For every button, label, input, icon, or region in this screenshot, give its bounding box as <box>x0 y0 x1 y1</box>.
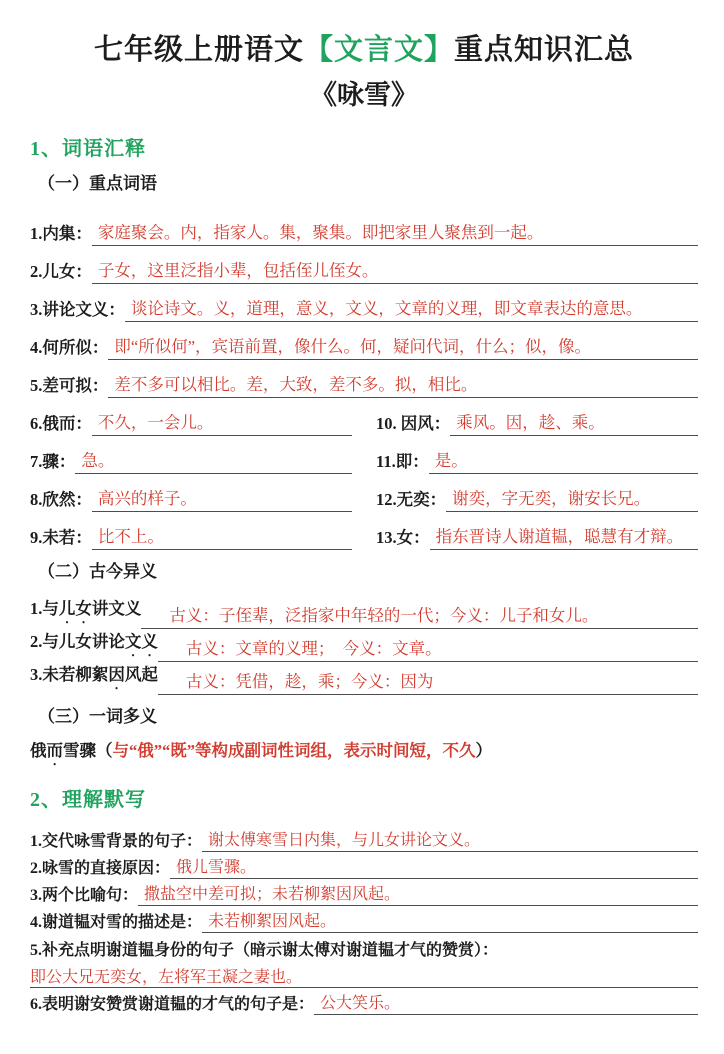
quote-answer: 撒盐空中差可拟；未若柳絮因风起。 <box>138 881 698 906</box>
vocab-answer: 即“所似何”，宾语前置，像什么。何，疑问代词，什么；似，像。 <box>108 333 698 360</box>
dictation-item <box>30 988 698 1015</box>
page-title <box>30 30 698 70</box>
phrase-emphasized: 文义 <box>124 632 158 651</box>
vocab-item <box>30 322 698 360</box>
vocab-item <box>376 436 698 474</box>
meaning-answer: 古义：文章的义理； 今义：文章。 <box>158 635 698 662</box>
vocab-term: 4.何所似： <box>30 338 109 357</box>
polysemy-note: 与“俄”“既”等构成副词性词组，表示时间短，不久 <box>112 741 476 760</box>
phrase-pre: 俄 <box>30 741 47 760</box>
vocab-item <box>30 512 352 550</box>
polysemy-line <box>30 739 698 769</box>
vocab-item <box>30 360 698 398</box>
question: 5.补充点明谢道韫身份的句子（暗示谢太傅对谢道韫才气的赞赏）： <box>30 942 499 959</box>
phrase-mid: 雪骤（ <box>63 741 113 760</box>
phrase-pre: 2.与儿女讲论 <box>30 632 125 651</box>
vocab-pair-row <box>30 512 698 550</box>
vocab-term: 10. 因风： <box>376 414 451 433</box>
title-post: 重点知识汇总 <box>454 34 635 66</box>
quote-answer: 即公大兄无奕女，左将军王凝之妻也。 <box>30 969 303 986</box>
vocab-answer: 乘风。因，趁、乘。 <box>450 409 698 436</box>
phrase-post: 风起 <box>124 665 158 684</box>
vocab-item <box>376 474 698 512</box>
vocab-answer: 是。 <box>429 447 698 474</box>
title-highlight: 【文言文】 <box>303 34 454 66</box>
page-subtitle: 《咏雪》 <box>310 80 418 110</box>
vocab-term: 9.未若： <box>30 528 92 547</box>
document-page <box>0 30 724 1015</box>
vocab-answer: 差不多可以相比。差，大致，差不多。拟，相比。 <box>108 371 698 398</box>
section-1-heading: 1、词语汇释 <box>30 138 146 160</box>
vocab-term: 8.欣然： <box>30 490 92 509</box>
vocab-answer: 不久，一会儿。 <box>92 409 352 436</box>
ancient-modern-item <box>30 629 698 662</box>
vocab-answer: 谈论诗文。义，道理，意义，文义，文章的义理，即文章表达的意思。 <box>125 295 698 322</box>
phrase-pre: 3.未若柳絮 <box>30 665 109 684</box>
phrase-emphasized: 而 <box>46 741 63 760</box>
section-1b-heading: （二）古今异义 <box>38 562 157 581</box>
dictation-item <box>30 906 698 933</box>
vocab-answer: 谢奕，字无奕，谢安长兄。 <box>446 485 698 512</box>
vocab-item <box>30 246 698 284</box>
vocab-answer: 子女，这里泛指小辈，包括侄儿侄女。 <box>92 257 698 284</box>
ancient-modern-item <box>30 596 698 629</box>
vocab-pair-row <box>30 398 698 436</box>
vocab-term: 3.讲论文义： <box>30 300 125 319</box>
title-pre: 七年级上册语文 <box>93 34 304 66</box>
vocab-answer: 指东晋诗人谢道韫，聪慧有才辩。 <box>430 523 698 550</box>
vocab-pair-row <box>30 436 698 474</box>
vocab-item <box>30 436 352 474</box>
phrase-pre: 1.与 <box>30 599 59 618</box>
dictation-item <box>30 825 698 852</box>
vocab-answer: 高兴的样子。 <box>92 485 352 512</box>
dictation-item <box>30 879 698 906</box>
quote-answer: 俄儿雪骤。 <box>170 854 698 879</box>
vocab-item <box>376 512 698 550</box>
quote-answer: 谢太傅寒雪日内集，与儿女讲论文义。 <box>202 827 698 852</box>
section-1a-heading: （一）重点词语 <box>38 174 157 193</box>
phrase-post: 讲文义 <box>91 599 142 618</box>
dictation-item <box>30 852 698 879</box>
question: 4.谢道韫对雪的描述是： <box>30 914 203 931</box>
vocab-term: 2.儿女： <box>30 262 92 281</box>
vocab-answer: 比不上。 <box>92 523 352 550</box>
vocab-answer: 家庭聚会。内，指家人。集，聚集。即把家里人聚焦到一起。 <box>92 219 698 246</box>
phrase <box>30 595 141 629</box>
vocab-pair-row <box>30 474 698 512</box>
quote-answer: 未若柳絮因风起。 <box>202 908 698 933</box>
phrase-emphasized: 儿女 <box>58 599 92 618</box>
phrase <box>30 661 158 695</box>
vocab-term: 7.骤： <box>30 452 76 471</box>
phrase-emphasized: 因 <box>108 665 125 684</box>
section-2-heading: 2、理解默写 <box>30 789 146 811</box>
dictation-item-question-line <box>30 933 698 960</box>
vocab-term: 6.俄而： <box>30 414 92 433</box>
phrase-close: ） <box>475 741 492 760</box>
meaning-answer: 古义：子侄辈，泛指家中年轻的一代；今义：儿子和女儿。 <box>141 602 698 629</box>
phrase <box>30 628 158 662</box>
quote-answer: 公大笑乐。 <box>314 990 698 1015</box>
vocab-item <box>30 398 352 436</box>
vocab-item <box>30 284 698 322</box>
question: 1.交代咏雪背景的句子： <box>30 833 203 850</box>
ancient-modern-item <box>30 662 698 695</box>
vocab-item <box>30 208 698 246</box>
meaning-answer: 古义：凭借，趁，乘；今义：因为 <box>158 668 698 695</box>
question: 6.表明谢安赞赏谢道韫的才气的句子是： <box>30 996 315 1013</box>
section-1c-heading: （三）一词多义 <box>38 707 157 726</box>
vocab-answer: 急。 <box>75 447 352 474</box>
vocab-term: 5.差可拟： <box>30 376 109 395</box>
question: 2.咏雪的直接原因： <box>30 860 171 877</box>
vocab-term: 12.无奕： <box>376 490 447 509</box>
vocab-term: 1.内集： <box>30 224 92 243</box>
vocab-term: 11.即： <box>376 452 429 471</box>
dictation-item-answer-line <box>30 960 698 988</box>
vocab-term: 13.女： <box>376 528 430 547</box>
vocab-item <box>376 398 698 436</box>
vocab-item <box>30 474 352 512</box>
question: 3.两个比喻句： <box>30 887 139 904</box>
